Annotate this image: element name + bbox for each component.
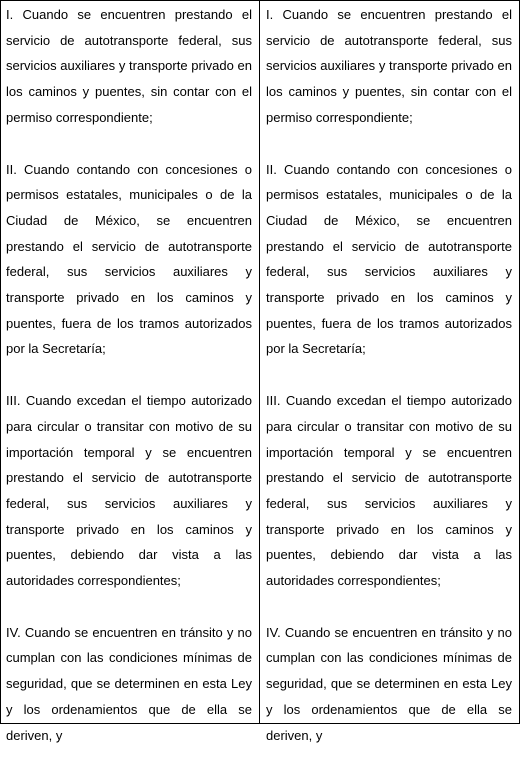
right-paragraph-3: III. Cuando excedan el tiempo autorizado para circular o transitar con motivo de su importación temporal y se encuentren prestando el servicio de autotransporte federal, sus servicios auxiliares y transporte privado en los caminos y puentes, debiendo dar vista a las autoridades correspondientes; [266,393,512,589]
left-paragraph-4: IV. Cuando se encuentren en tránsito y no cumplan con las condiciones mínimas de seguridad, que se determinen en esta Ley y los ordenamientos que de ella se deriven, y [6,624,252,743]
left-paragraph-1: I. Cuando se encuentren prestando el servicio de autotransporte federal, sus servicios auxiliares y transporte privado en los caminos y puentes, sin contar con el permiso correspondiente; [6,7,252,125]
table-column-divider [259,0,260,724]
right-paragraph-4: IV. Cuando se encuentren en tránsito y no cumplan con las condiciones mínimas de seguridad, que se determinen en esta Ley y los ordenamientos que de ella se deriven, y [266,624,512,743]
table-border-left [0,0,1,724]
right-column [266,2,512,774]
right-paragraph-1: I. Cuando se encuentren prestando el servicio de autotransporte federal, sus servicios auxiliares y transporte privado en los caminos y puentes, sin contar con el permiso correspondiente; [266,7,512,125]
right-paragraph-2: II. Cuando contando con concesiones o permisos estatales, municipales o de la Ciudad de México, se encuentren prestando el servicio de autotransporte federal, sus servicios auxiliares y transporte privado en los caminos y puentes, fuera de los tramos autorizados por la Secretaría; [266,161,512,357]
left-column [6,2,252,774]
left-paragraph-3: III. Cuando excedan el tiempo autorizado para circular o transitar con motivo de su importación temporal y se encuentren prestando el servicio de autotransporte federal, sus servicios auxiliares y transporte privado en los caminos y puentes, debiendo dar vista a las autoridades correspondientes; [6,393,252,589]
left-paragraph-2: II. Cuando contando con concesiones o permisos estatales, municipales o de la Ciudad de México, se encuentren prestando el servicio de autotransporte federal, sus servicios auxiliares y transporte privado en los caminos y puentes, fuera de los tramos autorizados por la Secretaría; [6,161,252,357]
